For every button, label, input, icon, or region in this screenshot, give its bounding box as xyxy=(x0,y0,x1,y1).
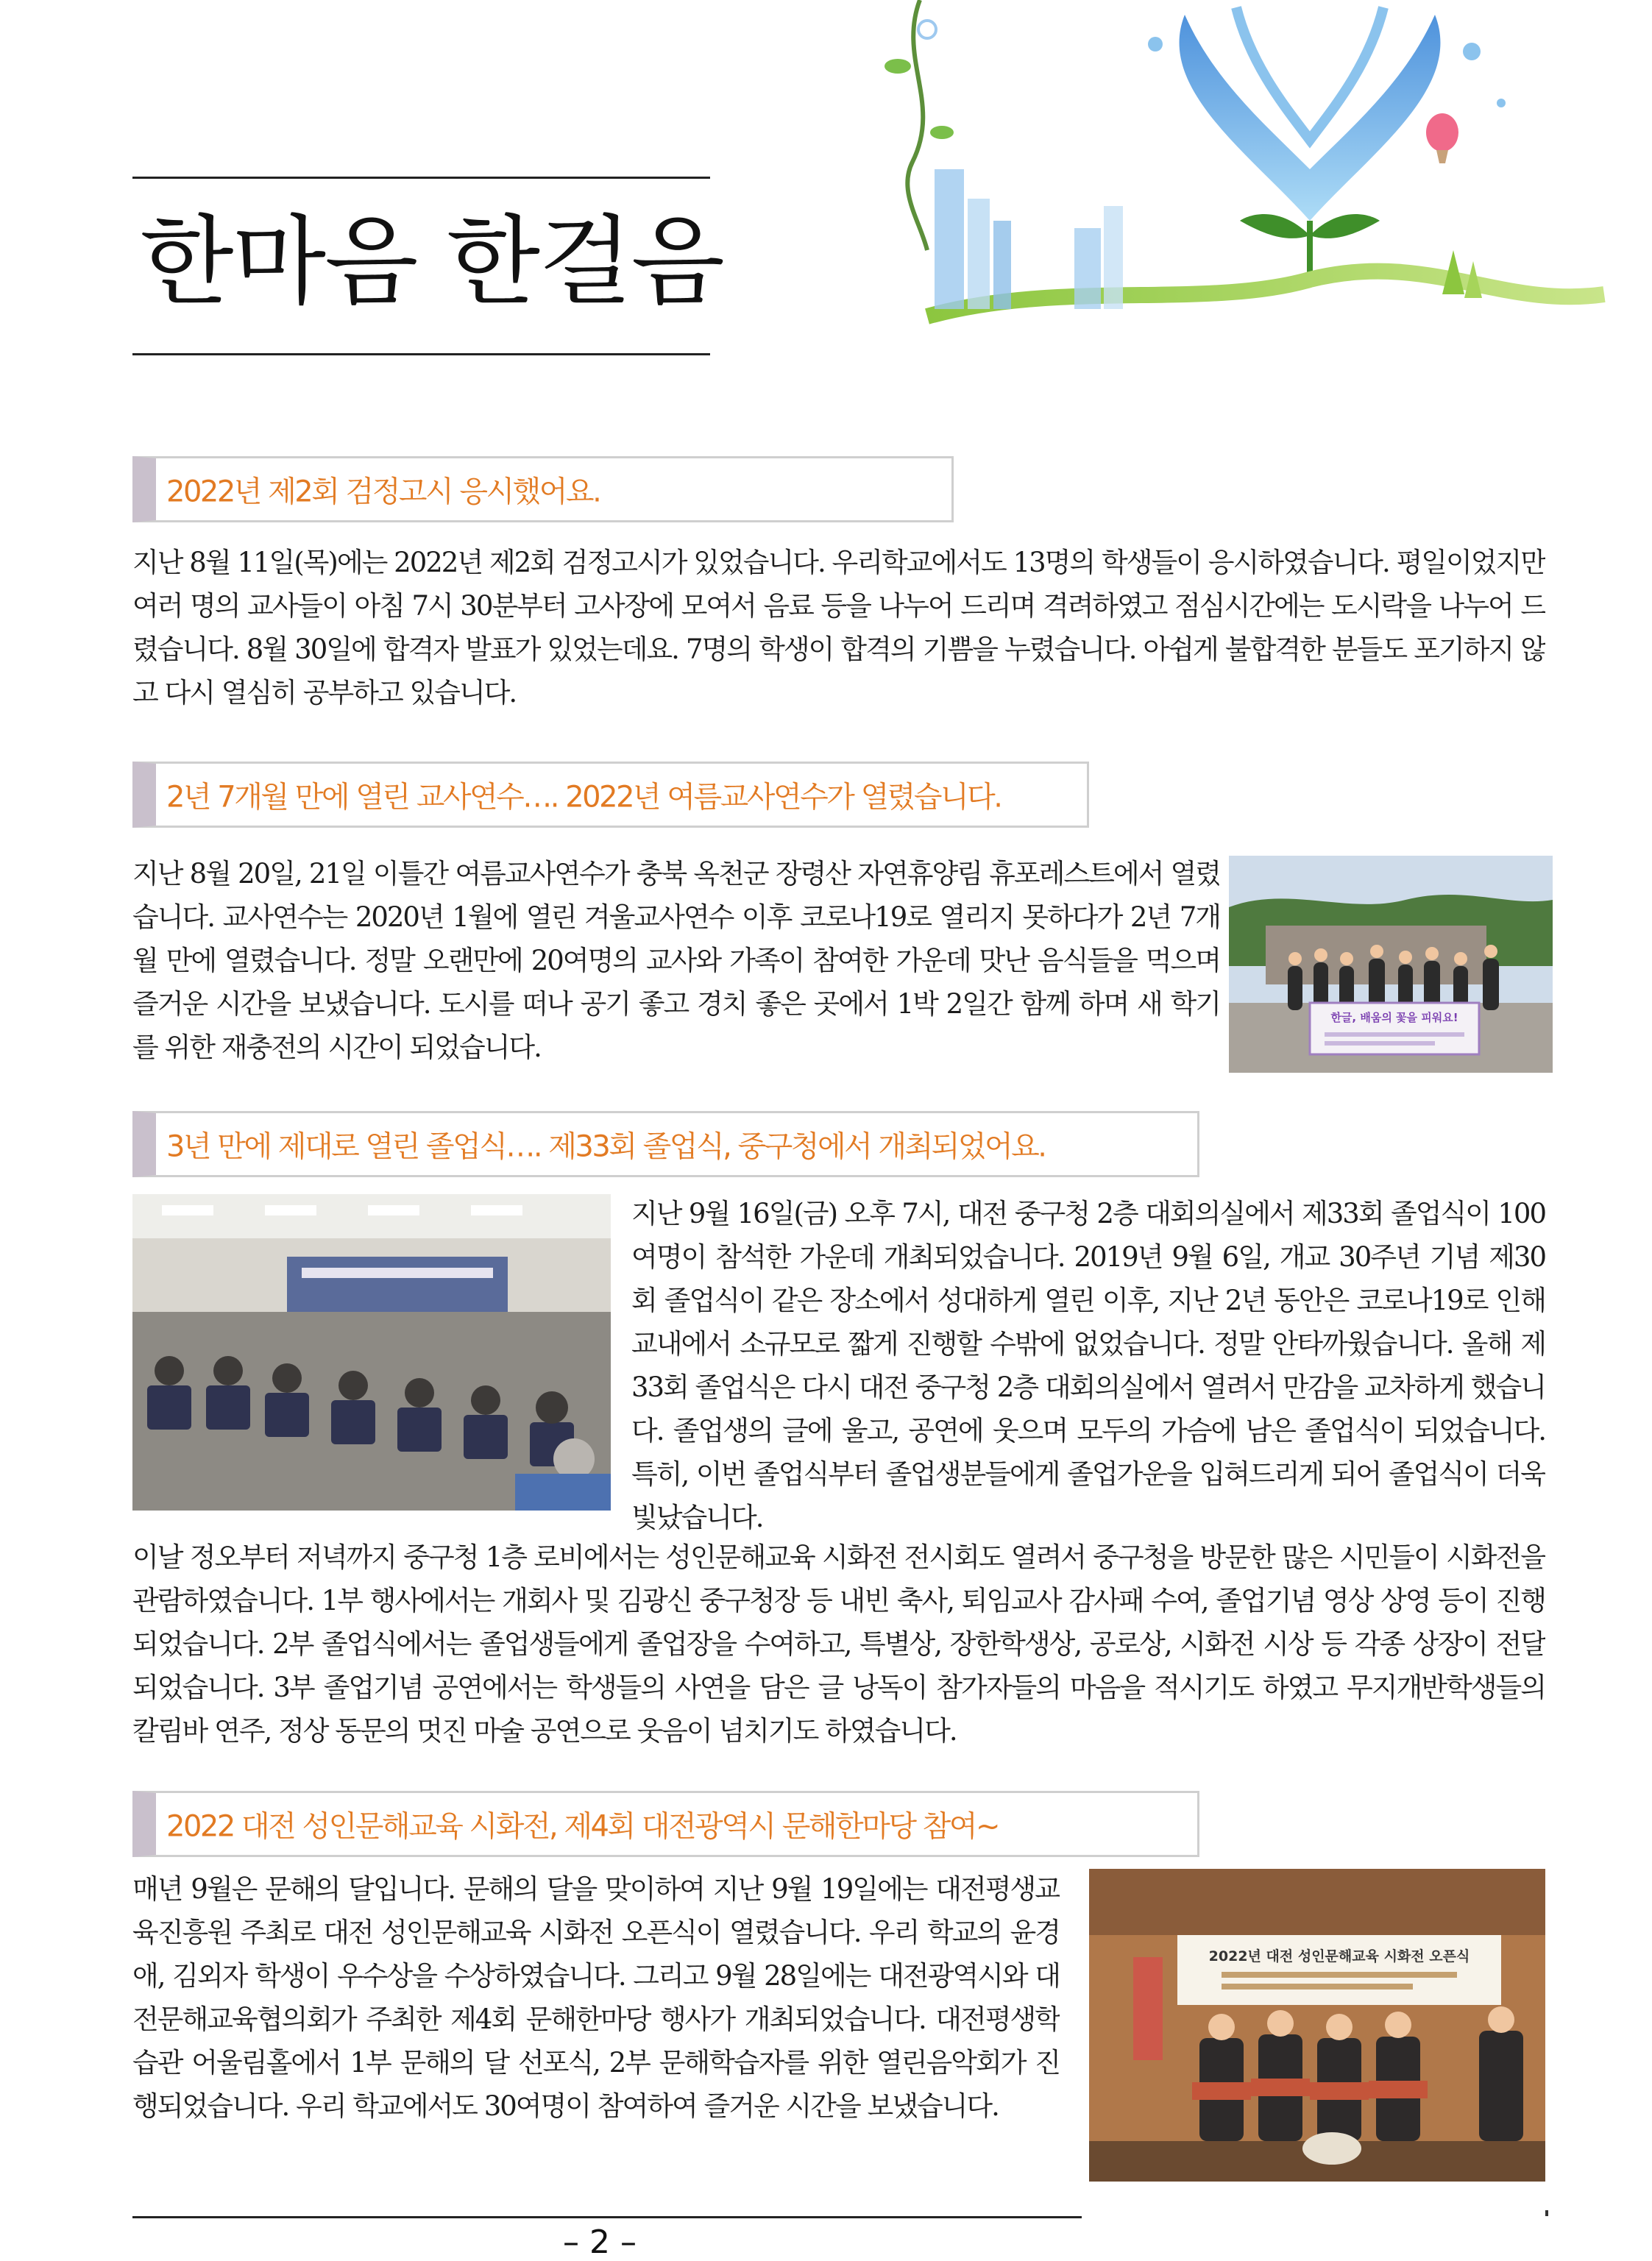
page-title: 한마음 한걸음 xyxy=(140,205,724,319)
section-heading-literacy-text: 2022 대전 성인문해교육 시화전, 제4회 대전광역시 문해한마당 참여~ xyxy=(166,1809,999,1844)
section-heading-literacy xyxy=(132,1791,1199,1857)
title-bottom-rule xyxy=(132,353,710,355)
title-top-rule xyxy=(132,177,710,179)
section-heading-exam xyxy=(132,456,954,522)
footer-rule xyxy=(132,2216,1082,2218)
header-illustration xyxy=(839,0,1652,346)
section-heading-graduation xyxy=(132,1111,1199,1177)
section-heading-teacher-training-text: 2년 7개월 만에 열린 교사연수…. 2022년 여름교사연수가 열렸습니다. xyxy=(166,780,1002,814)
photo-literacy xyxy=(1089,1869,1545,2182)
photo-teacher-training-banner: 한글, 배움의 꽃을 피워요! xyxy=(1330,1011,1458,1024)
page-number: – 2 – xyxy=(563,2223,637,2261)
footer-dot xyxy=(1545,2210,1548,2216)
paragraph-teacher-training: 지난 8월 20일, 21일 이틀간 여름교사연수가 충북 옥천군 장령산 자연휴양림 휴포레스트에서 열렸습니다. 교사연수는 2020년 1월에 열린 겨울교사연수 이후 코로나19로 열리지 못하다가 2년 7개월 만에 열렸습니다. 정말 오랜만에 20여명의 교사와 가족이 참여한 가운데 맛난 음식들을 먹으며 즐거운 시간을 보냈습니다. 도시를 떠나 공기 좋고 경치 좋은 곳에서 1박 2일간 함께 하며 새 학기를 위한 재충전의 시간이 되었습니다. xyxy=(132,858,1220,1063)
paragraph-graduation-2: 이날 정오부터 저녁까지 중구청 1층 로비에서는 성인문해교육 시화전 전시회도 열려서 중구청을 방문한 많은 시민들이 시화전을 관람하였습니다. 1부 행사에서는 개회사 및 김광신 중구청장 등 내빈 축사, 퇴임교사 감사패 수여, 졸업기념 영상 상영 등이 진행되었습니다. 2부 졸업식에서는 졸업생들에게 졸업장을 수여하고, 특별상, 장한학생상, 공로상, 시화전 시상 등 각종 상장이 전달되었습니다. 3부 졸업기념 공연에서는 학생들의 사연을 담은 글 낭독이 참가자들의 마음을 적시기도 하였고 무지개반학생들의 칼림바 연주, 정상 동문의 멋진 마술 공연으로 웃음이 넘치기도 하였습니다. xyxy=(132,1541,1545,1747)
section-heading-graduation-text: 3년 만에 제대로 열린 졸업식…. 제33회 졸업식, 중구청에서 개최되었어요. xyxy=(166,1129,1046,1164)
paragraph-literacy: 매년 9월은 문해의 달입니다. 문해의 달을 맞이하여 지난 9월 19일에는 대전평생교육진흥원 주최로 대전 성인문해교육 시화전 오픈식이 열렸습니다. 우리 학교의 윤경애, 김외자 학생이 우수상을 수상하였습니다. 그리고 9월 28일에는 대전광역시와 대전문해교육협의회가 주최한 제4회 문해한마당 행사가 개최되었습니다. 대전평생학습관 어울림홀에서 1부 문해의 달 선포식, 2부 문해학습자를 위한 열린음악회가 진행되었습니다. 우리 학교에서도 30여명이 참여하여 즐거운 시간을 보냈습니다. xyxy=(132,1873,1060,2122)
section-heading-teacher-training xyxy=(132,762,1089,828)
paragraph-graduation-1: 지난 9월 16일(금) 오후 7시, 대전 중구청 2층 대회의실에서 제33회 졸업식이 100여명이 참석한 가운데 개최되었습니다. 2019년 9월 6일, 개교 30주년 기념 제30회 졸업식이 같은 장소에서 성대하게 열린 이후, 지난 2년 동안은 코로나19로 인해 교내에서 소규모로 짧게 진행할 수밖에 없었습니다. 정말 안타까웠습니다. 올해 제33회 졸업식은 다시 대전 중구청 2층 대회의실에서 열려서 만감을 교차하게 했습니다. 졸업생의 글에 울고, 공연에 웃으며 모두의 가슴에 남은 졸업식이 되었습니다. 특히, 이번 졸업식부터 졸업생분들에게 졸업가운을 입혀드리게 되어 졸업식이 더욱 빛났습니다. xyxy=(631,1198,1545,1533)
paragraph-exam: 지난 8월 11일(목)에는 2022년 제2회 검정고시가 있었습니다. 우리학교에서도 13명의 학생들이 응시하였습니다. 평일이었지만 여러 명의 교사들이 아침 7시 30분부터 고사장에 모여서 음료 등을 나누어 드리며 격려하였고 점심시간에는 도시락을 나누어 드렸습니다. 8월 30일에 합격자 발표가 있었는데요. 7명의 학생이 합격의 기쁨을 누렸습니다. 아쉽게 불합격한 분들도 포기하지 않고 다시 열심히 공부하고 있습니다. xyxy=(132,547,1545,709)
photo-graduation xyxy=(132,1194,611,1511)
section-heading-exam-text: 2022년 제2회 검정고시 응시했어요. xyxy=(166,475,600,509)
photo-teacher-training xyxy=(1229,856,1553,1073)
photo-literacy-banner: 2022년 대전 성인문해교육 시화전 오픈식 xyxy=(1208,1948,1470,1964)
